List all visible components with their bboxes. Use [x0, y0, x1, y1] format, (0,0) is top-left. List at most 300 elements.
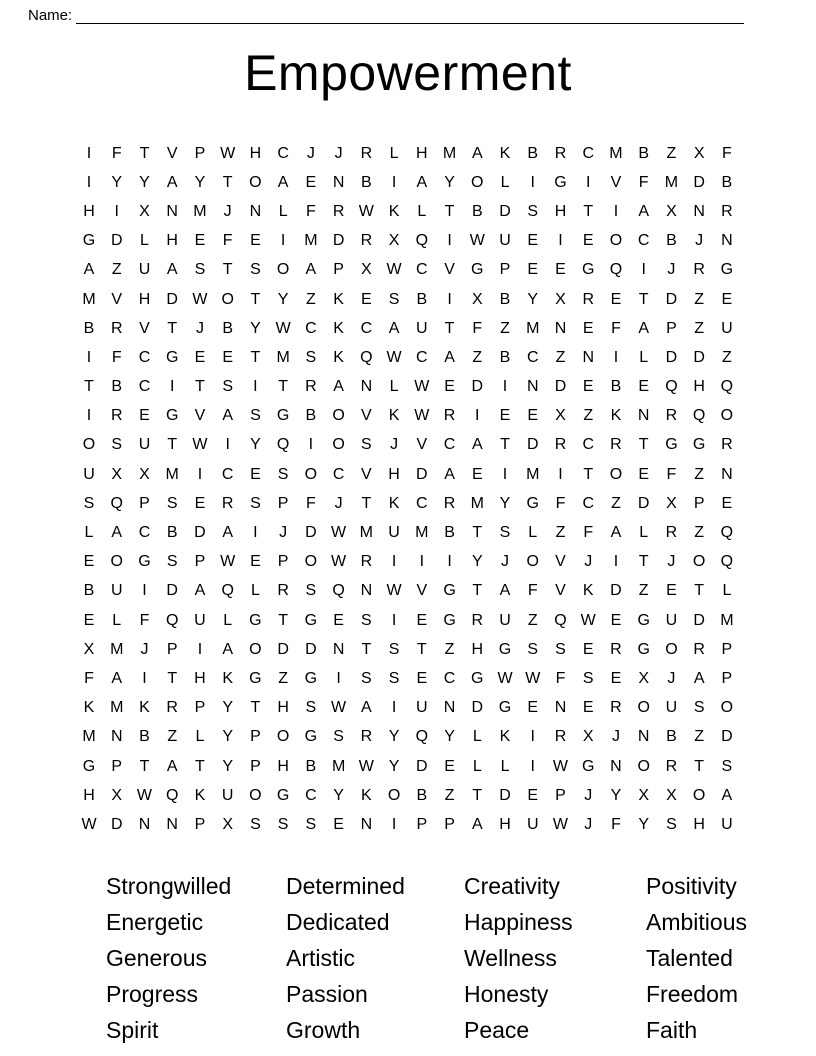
grid-cell[interactable]: D	[471, 378, 484, 396]
grid-cell[interactable]: S	[166, 553, 178, 571]
word-list-item[interactable]: Dedicated	[286, 908, 390, 935]
grid-cell[interactable]: I	[86, 173, 92, 191]
grid-cell[interactable]: A	[444, 348, 455, 366]
grid-cell[interactable]: T	[694, 757, 705, 775]
grid-cell[interactable]: P	[111, 757, 123, 775]
grid-cell[interactable]: L	[472, 728, 482, 746]
grid-cell[interactable]: Z	[111, 261, 122, 279]
grid-cell[interactable]: N	[721, 232, 733, 250]
grid-cell[interactable]: N	[693, 202, 705, 220]
grid-cell[interactable]: N	[360, 582, 373, 600]
grid-cell[interactable]: H	[693, 815, 705, 833]
grid-cell[interactable]: K	[222, 669, 233, 687]
grid-cell[interactable]: X	[471, 290, 483, 308]
grid-cell[interactable]: J	[306, 144, 315, 162]
grid-cell[interactable]: G	[138, 553, 151, 571]
grid-cell[interactable]: H	[249, 144, 262, 162]
grid-cell[interactable]: S	[388, 290, 400, 308]
grid-cell[interactable]: I	[502, 378, 508, 396]
grid-cell[interactable]: F	[222, 232, 233, 250]
grid-cell[interactable]: R	[554, 728, 567, 746]
grid-cell[interactable]: L	[250, 582, 260, 600]
grid-cell[interactable]: J	[279, 524, 288, 542]
grid-cell[interactable]: G	[82, 232, 96, 250]
grid-cell[interactable]: Z	[694, 728, 705, 746]
grid-cell[interactable]: F	[583, 524, 594, 542]
grid-cell[interactable]: H	[388, 465, 400, 483]
grid-cell[interactable]: J	[611, 728, 620, 746]
grid-cell[interactable]: E	[250, 232, 261, 250]
grid-cell[interactable]: Y	[194, 173, 206, 191]
grid-cell[interactable]: T	[638, 290, 649, 308]
grid-cell[interactable]: O	[304, 465, 318, 483]
grid-cell[interactable]: B	[139, 728, 150, 746]
grid-cell[interactable]: R	[360, 553, 373, 571]
grid-cell[interactable]: K	[194, 786, 206, 804]
word-list-item[interactable]: Faith	[646, 1016, 698, 1043]
grid-cell[interactable]: I	[142, 582, 147, 600]
grid-cell[interactable]: E	[638, 378, 650, 396]
grid-cell[interactable]: M	[526, 319, 540, 337]
grid-cell[interactable]: U	[721, 815, 733, 833]
grid-cell[interactable]: G	[692, 436, 706, 454]
grid-cell[interactable]: I	[419, 553, 425, 571]
grid-cell[interactable]: C	[221, 465, 234, 483]
grid-cell[interactable]: B	[638, 144, 650, 162]
grid-cell[interactable]: T	[167, 319, 178, 337]
grid-cell[interactable]: R	[554, 144, 567, 162]
grid-cell[interactable]: M	[110, 640, 124, 658]
grid-cell[interactable]: W	[386, 261, 402, 279]
grid-cell[interactable]: U	[388, 524, 400, 542]
grid-cell[interactable]: G	[249, 611, 262, 629]
grid-cell[interactable]: O	[332, 436, 345, 454]
grid-cell[interactable]: O	[276, 728, 290, 746]
grid-cell[interactable]: N	[637, 728, 650, 746]
grid-cell[interactable]: O	[249, 173, 262, 191]
grid-cell[interactable]: Z	[638, 582, 649, 600]
grid-cell[interactable]: Z	[305, 290, 316, 308]
grid-cell[interactable]: R	[610, 640, 622, 658]
grid-cell[interactable]: I	[142, 669, 147, 687]
grid-cell[interactable]: F	[305, 494, 316, 512]
grid-cell[interactable]: E	[305, 173, 317, 191]
grid-cell[interactable]: G	[554, 173, 567, 191]
grid-cell[interactable]: C	[138, 378, 151, 396]
grid-cell[interactable]: D	[499, 786, 511, 804]
grid-cell[interactable]: G	[471, 261, 484, 279]
grid-cell[interactable]: T	[84, 378, 94, 396]
grid-cell[interactable]: L	[500, 173, 510, 191]
word-list-item[interactable]: Energetic	[106, 908, 204, 935]
grid-cell[interactable]: S	[194, 261, 206, 279]
grid-cell[interactable]: L	[278, 202, 288, 220]
grid-cell[interactable]: Q	[692, 407, 706, 425]
grid-cell[interactable]: U	[499, 611, 511, 629]
word-list-item[interactable]: Honesty	[464, 980, 549, 1007]
grid-cell[interactable]: N	[443, 699, 456, 717]
grid-cell[interactable]: D	[721, 728, 733, 746]
grid-cell[interactable]: O	[720, 699, 734, 717]
grid-cell[interactable]: Q	[665, 378, 678, 396]
grid-cell[interactable]: B	[83, 582, 95, 600]
grid-cell[interactable]: Q	[415, 728, 429, 746]
grid-cell[interactable]: S	[222, 378, 233, 396]
grid-cell[interactable]: G	[276, 407, 290, 425]
grid-cell[interactable]: S	[555, 640, 566, 658]
grid-cell[interactable]: T	[195, 378, 205, 396]
grid-cell[interactable]: A	[111, 524, 123, 542]
grid-cell[interactable]: R	[665, 407, 678, 425]
grid-cell[interactable]: N	[332, 173, 345, 191]
grid-cell[interactable]: N	[360, 815, 373, 833]
grid-cell[interactable]: R	[332, 202, 345, 220]
grid-cell[interactable]: E	[666, 582, 677, 600]
grid-cell[interactable]: A	[610, 524, 622, 542]
grid-cell[interactable]: G	[249, 669, 262, 687]
grid-cell[interactable]: E	[527, 699, 539, 717]
grid-cell[interactable]: L	[140, 232, 149, 250]
grid-cell[interactable]: H	[138, 290, 151, 308]
grid-cell[interactable]: W	[81, 815, 97, 833]
grid-cell[interactable]: T	[361, 640, 372, 658]
grid-cell[interactable]: B	[416, 290, 428, 308]
grid-cell[interactable]: T	[167, 669, 178, 687]
grid-cell[interactable]: O	[304, 553, 318, 571]
grid-cell[interactable]: I	[114, 202, 119, 220]
grid-cell[interactable]: C	[138, 348, 151, 366]
grid-cell[interactable]: C	[332, 465, 345, 483]
grid-cell[interactable]: X	[638, 786, 650, 804]
grid-cell[interactable]: F	[139, 611, 150, 629]
grid-cell[interactable]: P	[333, 261, 344, 279]
grid-cell[interactable]: L	[639, 348, 649, 366]
grid-cell[interactable]: O	[692, 786, 706, 804]
grid-cell[interactable]: N	[166, 815, 178, 833]
grid-cell[interactable]: Y	[471, 553, 483, 571]
grid-cell[interactable]: S	[166, 494, 178, 512]
grid-cell[interactable]: Q	[554, 611, 567, 629]
grid-cell[interactable]: D	[610, 582, 622, 600]
grid-cell[interactable]: W	[497, 669, 513, 687]
grid-cell[interactable]: S	[527, 202, 539, 220]
grid-cell[interactable]: I	[391, 611, 397, 629]
grid-cell[interactable]: Y	[250, 436, 261, 454]
grid-cell[interactable]: I	[197, 640, 203, 658]
grid-cell[interactable]: R	[166, 699, 178, 717]
grid-cell[interactable]: X	[666, 786, 677, 804]
grid-cell[interactable]: L	[417, 202, 427, 220]
word-list-item[interactable]: Ambitious	[646, 908, 747, 935]
grid-cell[interactable]: E	[610, 290, 622, 308]
grid-cell[interactable]: M	[664, 173, 679, 191]
grid-cell[interactable]: I	[447, 553, 452, 571]
grid-cell[interactable]: S	[388, 669, 400, 687]
grid-cell[interactable]: A	[166, 261, 178, 279]
grid-cell[interactable]: R	[721, 436, 733, 454]
grid-cell[interactable]: E	[250, 553, 261, 571]
grid-cell[interactable]: A	[222, 524, 233, 542]
grid-cell[interactable]: B	[305, 407, 317, 425]
grid-cell[interactable]: V	[555, 553, 566, 571]
grid-cell[interactable]: Q	[221, 582, 234, 600]
grid-cell[interactable]: L	[639, 524, 649, 542]
grid-cell[interactable]: D	[332, 232, 345, 250]
grid-cell[interactable]: I	[558, 232, 563, 250]
grid-cell[interactable]: E	[471, 465, 483, 483]
grid-cell[interactable]: A	[83, 261, 95, 279]
grid-cell[interactable]: I	[613, 202, 619, 220]
grid-cell[interactable]: S	[499, 524, 511, 542]
grid-cell[interactable]: O	[637, 699, 650, 717]
grid-cell[interactable]: E	[222, 348, 233, 366]
grid-cell[interactable]: O	[332, 407, 345, 425]
grid-cell[interactable]: V	[361, 465, 372, 483]
grid-cell[interactable]: O	[249, 786, 262, 804]
grid-cell[interactable]: F	[84, 669, 94, 687]
grid-cell[interactable]: Y	[111, 173, 123, 191]
grid-cell[interactable]: E	[555, 261, 566, 279]
grid-cell[interactable]: A	[166, 173, 178, 191]
grid-cell[interactable]: K	[83, 699, 95, 717]
grid-cell[interactable]: P	[666, 319, 677, 337]
grid-cell[interactable]: F	[638, 173, 649, 191]
grid-cell[interactable]: P	[194, 553, 206, 571]
grid-cell[interactable]: Y	[222, 728, 233, 746]
grid-cell[interactable]: A	[471, 815, 483, 833]
grid-cell[interactable]: T	[250, 699, 261, 717]
grid-cell[interactable]: J	[667, 553, 676, 571]
grid-cell[interactable]: J	[695, 232, 704, 250]
grid-cell[interactable]: D	[110, 815, 123, 833]
grid-cell[interactable]: S	[250, 261, 261, 279]
grid-cell[interactable]: I	[475, 407, 480, 425]
grid-cell[interactable]: Z	[444, 640, 455, 658]
grid-cell[interactable]: Z	[722, 348, 732, 366]
word-list-item[interactable]: Passion	[286, 980, 368, 1007]
grid-cell[interactable]: B	[499, 348, 511, 366]
grid-cell[interactable]: S	[111, 436, 123, 454]
grid-cell[interactable]: G	[165, 407, 179, 425]
grid-cell[interactable]: B	[527, 144, 539, 162]
grid-cell[interactable]: C	[526, 348, 539, 366]
grid-cell[interactable]: E	[250, 465, 261, 483]
grid-cell[interactable]: V	[166, 144, 178, 162]
grid-cell[interactable]: E	[527, 261, 539, 279]
grid-cell[interactable]: U	[83, 465, 95, 483]
grid-cell[interactable]: A	[277, 173, 289, 191]
grid-cell[interactable]: H	[277, 757, 289, 775]
grid-cell[interactable]: K	[361, 786, 372, 804]
grid-cell[interactable]: Y	[638, 815, 650, 833]
word-list-item[interactable]: Progress	[106, 980, 199, 1007]
grid-cell[interactable]: Q	[609, 261, 623, 279]
grid-cell[interactable]: W	[386, 582, 402, 600]
grid-cell[interactable]: J	[501, 553, 510, 571]
grid-cell[interactable]: U	[194, 611, 206, 629]
grid-cell[interactable]: I	[613, 553, 619, 571]
grid-cell[interactable]: U	[110, 582, 123, 600]
grid-cell[interactable]: F	[111, 144, 122, 162]
grid-cell[interactable]: X	[139, 202, 150, 220]
grid-cell[interactable]: D	[194, 524, 206, 542]
grid-cell[interactable]: E	[610, 669, 622, 687]
grid-cell[interactable]: J	[584, 553, 593, 571]
grid-cell[interactable]: G	[498, 699, 512, 717]
grid-cell[interactable]: X	[666, 202, 677, 220]
grid-cell[interactable]: T	[167, 436, 178, 454]
grid-cell[interactable]: W	[192, 436, 208, 454]
grid-cell[interactable]: R	[721, 202, 733, 220]
grid-cell[interactable]: W	[358, 757, 374, 775]
grid-cell[interactable]: Y	[499, 494, 511, 512]
word-list-item[interactable]: Growth	[286, 1016, 361, 1043]
grid-cell[interactable]: C	[582, 436, 594, 454]
grid-cell[interactable]: A	[499, 582, 511, 600]
grid-cell[interactable]: J	[390, 436, 399, 454]
grid-cell[interactable]: P	[444, 815, 455, 833]
grid-cell[interactable]: N	[360, 378, 373, 396]
grid-cell[interactable]: H	[83, 786, 95, 804]
grid-cell[interactable]: R	[693, 640, 705, 658]
grid-cell[interactable]: R	[610, 436, 622, 454]
grid-cell[interactable]: W	[525, 669, 541, 687]
grid-cell[interactable]: V	[361, 407, 372, 425]
grid-cell[interactable]: L	[112, 611, 122, 629]
grid-cell[interactable]: U	[665, 611, 678, 629]
grid-cell[interactable]: E	[333, 611, 344, 629]
grid-cell[interactable]: S	[582, 669, 594, 687]
grid-cell[interactable]: S	[666, 815, 677, 833]
grid-cell[interactable]: T	[278, 611, 289, 629]
grid-cell[interactable]: N	[610, 757, 622, 775]
grid-cell[interactable]: A	[388, 319, 400, 337]
grid-cell[interactable]: F	[555, 669, 566, 687]
grid-cell[interactable]: K	[333, 290, 344, 308]
grid-cell[interactable]: W	[580, 611, 596, 629]
grid-cell[interactable]: F	[555, 494, 566, 512]
grid-cell[interactable]: J	[140, 640, 149, 658]
grid-cell[interactable]: H	[693, 378, 705, 396]
grid-cell[interactable]: X	[111, 786, 123, 804]
grid-cell[interactable]: I	[530, 173, 535, 191]
grid-cell[interactable]: M	[110, 699, 124, 717]
grid-cell[interactable]: G	[665, 436, 678, 454]
grid-cell[interactable]: J	[667, 669, 676, 687]
grid-cell[interactable]: M	[193, 202, 207, 220]
grid-cell[interactable]: H	[554, 202, 567, 220]
grid-cell[interactable]: J	[584, 815, 593, 833]
grid-cell[interactable]: E	[582, 232, 594, 250]
grid-cell[interactable]: M	[82, 290, 96, 308]
grid-cell[interactable]: W	[331, 553, 347, 571]
grid-cell[interactable]: B	[305, 757, 317, 775]
grid-cell[interactable]: H	[83, 202, 95, 220]
grid-cell[interactable]: A	[305, 261, 317, 279]
grid-cell[interactable]: H	[471, 640, 484, 658]
grid-cell[interactable]: I	[530, 757, 535, 775]
grid-cell[interactable]: T	[472, 524, 483, 542]
grid-cell[interactable]: Q	[720, 524, 734, 542]
grid-cell[interactable]: S	[361, 669, 372, 687]
grid-cell[interactable]: B	[666, 728, 677, 746]
grid-cell[interactable]: P	[194, 144, 206, 162]
grid-cell[interactable]: A	[222, 407, 233, 425]
grid-cell[interactable]: B	[610, 378, 622, 396]
grid-cell[interactable]: K	[610, 407, 622, 425]
grid-cell[interactable]: D	[637, 494, 650, 512]
grid-cell[interactable]: O	[720, 407, 734, 425]
grid-cell[interactable]: X	[139, 465, 150, 483]
grid-cell[interactable]: O	[221, 290, 234, 308]
grid-cell[interactable]: C	[360, 319, 373, 337]
grid-cell[interactable]: O	[665, 640, 678, 658]
grid-cell[interactable]: D	[416, 757, 428, 775]
grid-cell[interactable]: M	[526, 465, 540, 483]
grid-cell[interactable]: T	[444, 202, 455, 220]
grid-cell[interactable]: C	[637, 232, 650, 250]
grid-cell[interactable]: K	[388, 202, 400, 220]
grid-cell[interactable]: I	[86, 348, 92, 366]
grid-cell[interactable]: R	[110, 319, 123, 337]
grid-cell[interactable]: I	[447, 232, 452, 250]
grid-cell[interactable]: Z	[444, 786, 455, 804]
grid-cell[interactable]: D	[166, 582, 178, 600]
grid-cell[interactable]: A	[194, 582, 206, 600]
grid-cell[interactable]: C	[138, 524, 151, 542]
grid-cell[interactable]: A	[416, 173, 428, 191]
grid-cell[interactable]: N	[138, 815, 151, 833]
grid-cell[interactable]: D	[693, 611, 705, 629]
grid-cell[interactable]: D	[305, 640, 317, 658]
grid-cell[interactable]: E	[527, 786, 539, 804]
grid-cell[interactable]: E	[582, 319, 594, 337]
grid-cell[interactable]: O	[471, 173, 484, 191]
grid-cell[interactable]: T	[500, 436, 510, 454]
word-list-item[interactable]: Creativity	[464, 872, 560, 899]
grid-cell[interactable]: B	[721, 173, 733, 191]
grid-cell[interactable]: B	[83, 319, 95, 337]
grid-cell[interactable]: C	[305, 319, 317, 337]
grid-cell[interactable]: F	[472, 319, 483, 337]
grid-cell[interactable]: B	[416, 786, 428, 804]
grid-cell[interactable]: R	[305, 378, 317, 396]
grid-cell[interactable]: D	[526, 436, 539, 454]
grid-cell[interactable]: F	[527, 582, 538, 600]
grid-cell[interactable]: T	[195, 757, 205, 775]
grid-cell[interactable]: K	[499, 728, 511, 746]
grid-cell[interactable]: U	[665, 699, 678, 717]
grid-cell[interactable]: Z	[167, 728, 178, 746]
grid-cell[interactable]: M	[720, 611, 734, 629]
grid-cell[interactable]: D	[665, 348, 678, 366]
grid-cell[interactable]: V	[139, 319, 150, 337]
grid-cell[interactable]: W	[414, 378, 430, 396]
grid-cell[interactable]: N	[110, 728, 123, 746]
word-list-item[interactable]: Determined	[286, 872, 405, 899]
grid-cell[interactable]: P	[721, 640, 733, 658]
grid-cell[interactable]: G	[443, 582, 456, 600]
grid-cell[interactable]: I	[641, 261, 646, 279]
grid-cell[interactable]: G	[165, 348, 179, 366]
grid-cell[interactable]: P	[139, 494, 150, 512]
grid-cell[interactable]: K	[139, 699, 150, 717]
grid-cell[interactable]: T	[250, 290, 261, 308]
grid-cell[interactable]: W	[220, 553, 236, 571]
grid-cell[interactable]: L	[389, 144, 399, 162]
grid-cell[interactable]: M	[82, 728, 96, 746]
grid-cell[interactable]: U	[138, 436, 151, 454]
